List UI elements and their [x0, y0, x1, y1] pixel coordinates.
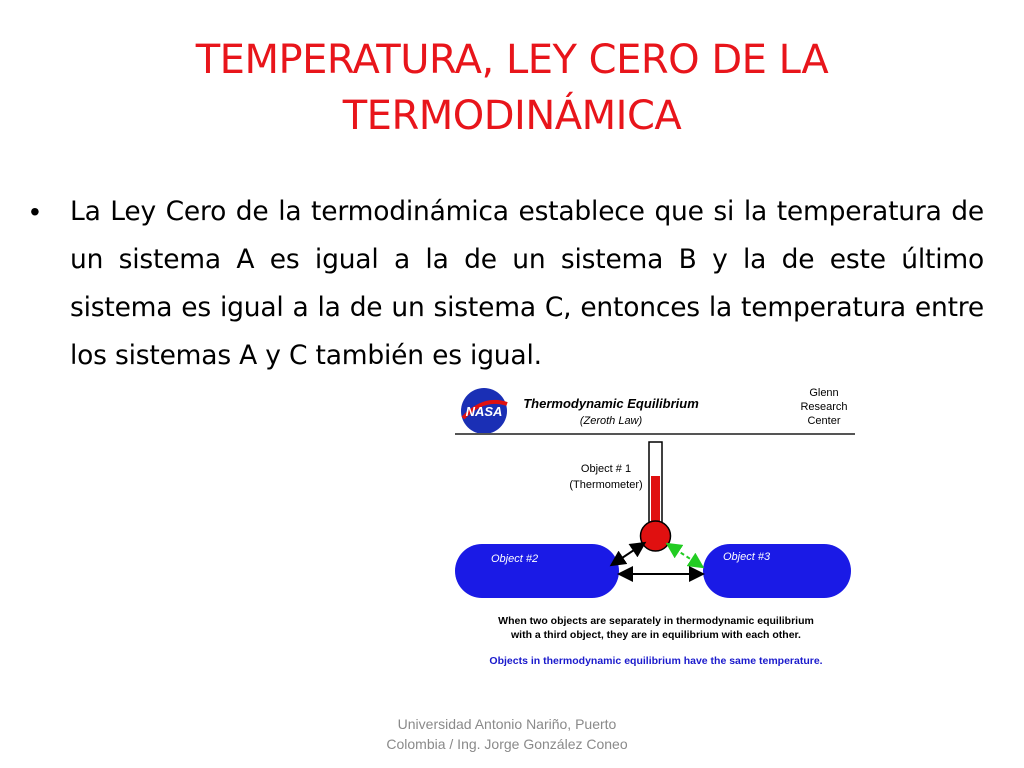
caption-line-1: When two objects are separately in thermodynamic equilibrium [498, 615, 814, 627]
arrow-object1-object3 [669, 545, 701, 566]
object2-shape [455, 544, 619, 598]
bullet-point [30, 188, 986, 380]
slide-footer [352, 714, 662, 754]
thermometer-icon [641, 442, 671, 551]
center-name-line-3: Center [807, 415, 841, 427]
nasa-logo-text: NASA [465, 404, 503, 419]
thermodynamic-equilibrium-figure [451, 378, 861, 678]
figure-subheading: (Zeroth Law) [579, 415, 643, 427]
center-name-line-2: Research [800, 401, 848, 413]
footer-line-2: Colombia / Ing. Jorge González Coneo [386, 736, 628, 752]
nasa-logo [461, 388, 507, 434]
center-name-line-1: Glenn [809, 387, 839, 399]
slide-title-line-2: TERMODINÁMICA [342, 93, 682, 139]
conclusion-text: Objects in thermodynamic equilibrium have the same temperature. [489, 655, 823, 667]
caption-line-2: with a third object, they are in equilibrium with each other. [511, 629, 801, 641]
object2-label: Object #2 [491, 553, 539, 565]
object3-label: Object #3 [723, 551, 771, 563]
bullet-text: La Ley Cero de la termodinámica establece que si la temperatura de un sistema A es igual a la de un sistema B y la de este último sistema es igual a la de un sistema C, entonces la temperatura entre los sistemas A y C también es igual. [70, 196, 984, 371]
object3-shape [703, 544, 851, 598]
object1-label: Object # 1 [580, 463, 632, 475]
figure-heading: Thermodynamic Equilibrium [523, 396, 699, 411]
object1-sublabel: (Thermometer) [569, 479, 643, 491]
bullet-icon: • [30, 196, 40, 227]
slide-title-line-1: TEMPERATURA, LEY CERO DE LA [195, 37, 829, 83]
equilibrium-diagram [451, 378, 861, 678]
footer-line-1: Universidad Antonio Nariño, Puerto [397, 716, 617, 732]
arrow-object1-object2 [613, 544, 643, 564]
slide-title [40, 32, 984, 144]
